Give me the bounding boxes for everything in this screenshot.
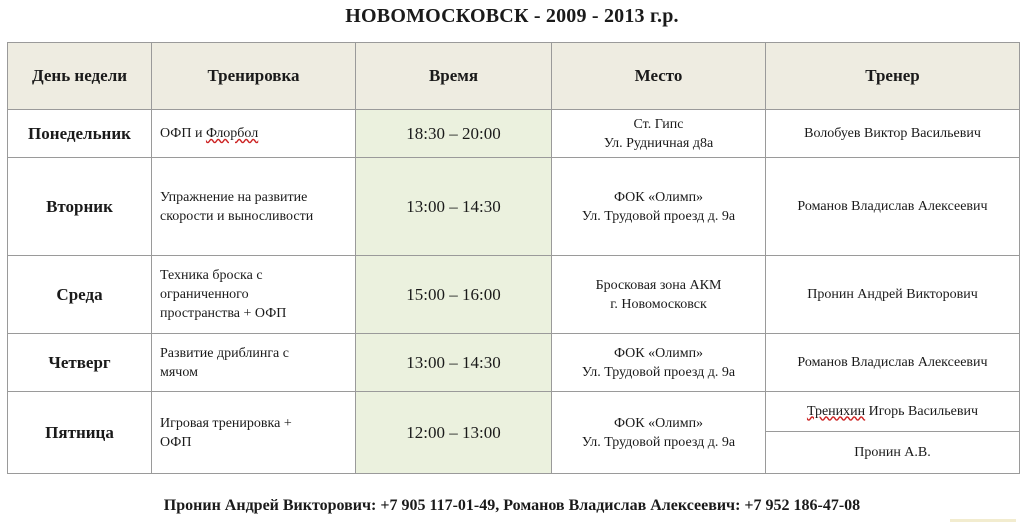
training-cell [152,256,356,334]
coach-name: Игорь Васильевич [865,403,979,419]
table-row [8,256,1020,334]
training-cell [152,110,356,158]
header-day: День недели [8,43,152,110]
table-row [8,110,1020,158]
coach-cell: Романов Владислав Алексеевич [766,158,1020,256]
place-line: Ул. Трудовой проезд д. 9а [581,434,736,450]
schedule-table [7,42,1020,474]
header-training: Тренировка [152,43,356,110]
header-place: Место [552,43,766,110]
place-cell [552,158,766,256]
place-line: Ул. Трудовой проезд д. 9а [581,208,736,224]
training-line: Упражнение на развитие [160,189,308,205]
header-time: Время [356,43,552,110]
page-title: НОВОМОСКОВСК - 2009 - 2013 г.р. [345,5,679,27]
training-line: Развитие дриблинга с [160,345,289,361]
training-line: скорости и выносливости [160,208,314,224]
day-cell: Понедельник [8,110,152,158]
place-line: г. Новомосковск [610,296,707,312]
training-line: ограниченного [160,287,249,302]
training-line: пространства + ОФП [160,306,287,321]
place-line: ФОК «Олимп» [613,415,704,431]
table-row [8,334,1020,392]
time-cell: 13:00 – 14:30 [356,334,552,392]
training-cell [152,158,356,256]
place-line: ФОК «Олимп» [613,345,704,361]
time-cell: 15:00 – 16:00 [356,256,552,334]
place-cell [552,256,766,334]
day-cell: Вторник [8,158,152,256]
table-header-row [8,43,1020,110]
time-cell: 12:00 – 13:00 [356,392,552,474]
training-line: ОФП [160,434,192,450]
training-cell [152,334,356,392]
table-row [8,158,1020,256]
coach-surname-underlined: Тренихин [806,403,866,419]
place-line: Ул. Рудничная д8а [603,135,714,151]
training-text: ОФП и [160,126,206,141]
header-coach: Тренер [766,43,1020,110]
place-line: Ул. Трудовой проезд д. 9а [581,364,736,380]
place-cell [552,334,766,392]
training-line: Игровая тренировка + [160,415,292,431]
training-cell [152,392,356,474]
place-cell [552,392,766,474]
time-cell: 18:30 – 20:00 [356,110,552,158]
training-line: мячом [160,364,198,380]
training-text-underlined: Флорбол [205,126,259,141]
table-row [8,392,1020,432]
time-cell: 13:00 – 14:30 [356,158,552,256]
coach-cell [766,392,1020,432]
place-line: ФОК «Олимп» [613,189,704,205]
training-line: Техника броска с [160,268,263,283]
coach-cell: Пронин Андрей Викторович [766,256,1020,334]
place-line: Бросковая зона АКМ [595,277,722,293]
day-cell: Среда [8,256,152,334]
day-cell: Четверг [8,334,152,392]
coach-cell: Волобуев Виктор Васильевич [766,110,1020,158]
place-line: Ст. Гипс [633,116,684,132]
contacts-footer: Пронин Андрей Викторович: +7 905 117-01-49, Романов Владислав Алексеевич: +7 952 186-47-08 [163,497,861,514]
coach-cell: Романов Владислав Алексеевич [766,334,1020,392]
place-cell [552,110,766,158]
coach-cell-secondary: Пронин А.В. [766,432,1020,474]
day-cell: Пятница [8,392,152,474]
